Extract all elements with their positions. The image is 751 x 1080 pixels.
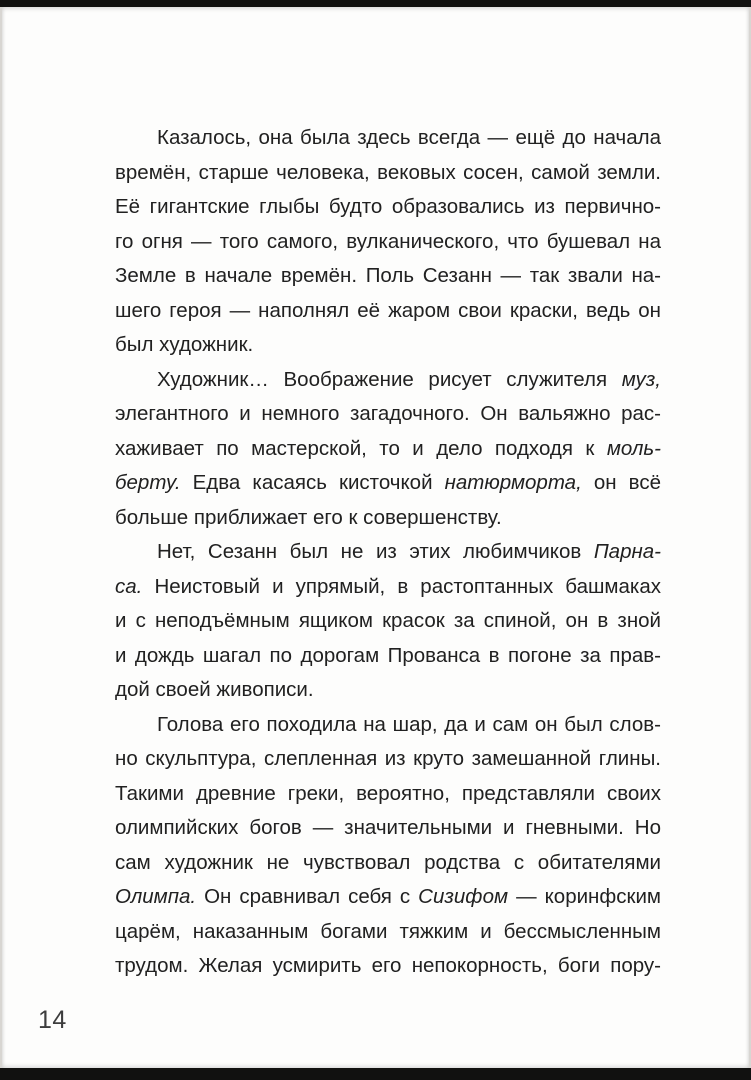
text-line <box>115 949 661 984</box>
text-line <box>115 708 661 743</box>
text-line <box>115 121 661 156</box>
text-segment: Неистовый и упрямый, в растоптанных башмаках <box>142 574 661 598</box>
text-segment: и дождь шагал по дорогам Прованса в погоне за прав- <box>115 643 661 667</box>
text-line <box>115 777 661 812</box>
scan-edge-bottom <box>0 1068 751 1080</box>
text-segment: Художник… Воображение рисует служителя <box>157 367 622 391</box>
text-line <box>115 466 661 501</box>
text-line <box>115 294 661 329</box>
text-segment: Такими древние греки, вероятно, представляли своих <box>115 781 661 805</box>
text-segment: дой своей живописи. <box>115 678 314 701</box>
text-segment: больше приближает его к совершенству. <box>115 505 502 529</box>
text-line <box>115 673 661 708</box>
text-line <box>115 639 661 674</box>
text-line <box>115 501 661 536</box>
text-segment-italic: берту. <box>115 471 181 494</box>
text-line <box>115 259 661 294</box>
text-line <box>115 363 661 398</box>
text-line <box>115 742 661 777</box>
text-segment: элегантного и немного загадочного. Он вальяжно рас- <box>115 402 661 425</box>
text-segment: был художник. <box>115 333 254 356</box>
text-segment: времён, старше человека, вековых сосен, самой земли. <box>115 160 661 184</box>
text-line <box>115 915 661 950</box>
text-segment: го огня — того самого, вулканического, что бушевал на <box>115 229 661 253</box>
text-segment: трудом. Желая усмирить его непокорность, боги пору- <box>115 954 661 977</box>
text-line <box>115 811 661 846</box>
text-line <box>115 328 661 363</box>
text-line <box>115 570 661 605</box>
text-segment: царём, наказанным богами тяжким и бессмысленным <box>115 919 661 943</box>
text-line <box>115 846 661 881</box>
text-segment-italic: са. <box>115 574 143 598</box>
text-segment: и с неподъёмным ящиком красок за спиной, он в зной <box>115 609 661 632</box>
text-segment: сам художник не чувствовал родства с обитателями <box>115 850 661 874</box>
text-segment: хаживает по мастерской, то и дело подходя к <box>115 436 607 460</box>
text-block <box>115 121 661 984</box>
text-segment-italic: Парна- <box>593 540 661 563</box>
text-segment-italic: Олимпа. <box>115 885 197 908</box>
text-segment-italic: моль- <box>606 436 661 460</box>
text-segment: олимпийских богов — значительными и гневными. Но <box>115 816 661 839</box>
scan-edge-top <box>0 0 751 7</box>
text-line <box>115 432 661 467</box>
text-line <box>115 880 661 915</box>
text-line <box>115 604 661 639</box>
text-segment: — коринфским <box>508 885 662 908</box>
page-number: 14 <box>38 1006 67 1034</box>
text-segment: Её гигантские глыбы будто образовались из первично- <box>115 195 661 218</box>
text-segment: Нет, Сезанн был не из этих любимчиков <box>157 540 594 563</box>
text-line <box>115 225 661 260</box>
text-line <box>115 397 661 432</box>
text-segment-italic: Сизифом <box>418 885 509 908</box>
book-page <box>0 7 751 1068</box>
text-segment: Земле в начале времён. Поль Сезанн — так звали на- <box>115 264 661 287</box>
text-segment-italic: натюрморта, <box>444 471 582 494</box>
text-segment: шего героя — наполнял её жаром свои краски, ведь он <box>115 298 661 322</box>
text-segment: но скульптура, слепленная из круто замешанной глины. <box>115 747 661 770</box>
text-line <box>115 156 661 191</box>
text-segment-italic: муз, <box>621 367 661 391</box>
text-line <box>115 190 661 225</box>
text-segment: Голова его походила на шар, да и сам он был слов- <box>157 712 661 736</box>
text-segment: он всё <box>581 471 661 494</box>
text-segment: Едва касаясь кисточкой <box>180 471 445 494</box>
text-segment: Он сравнивал себя с <box>196 885 419 908</box>
text-line <box>115 535 661 570</box>
text-segment: Казалось, она была здесь всегда — ещё до начала <box>157 126 661 149</box>
